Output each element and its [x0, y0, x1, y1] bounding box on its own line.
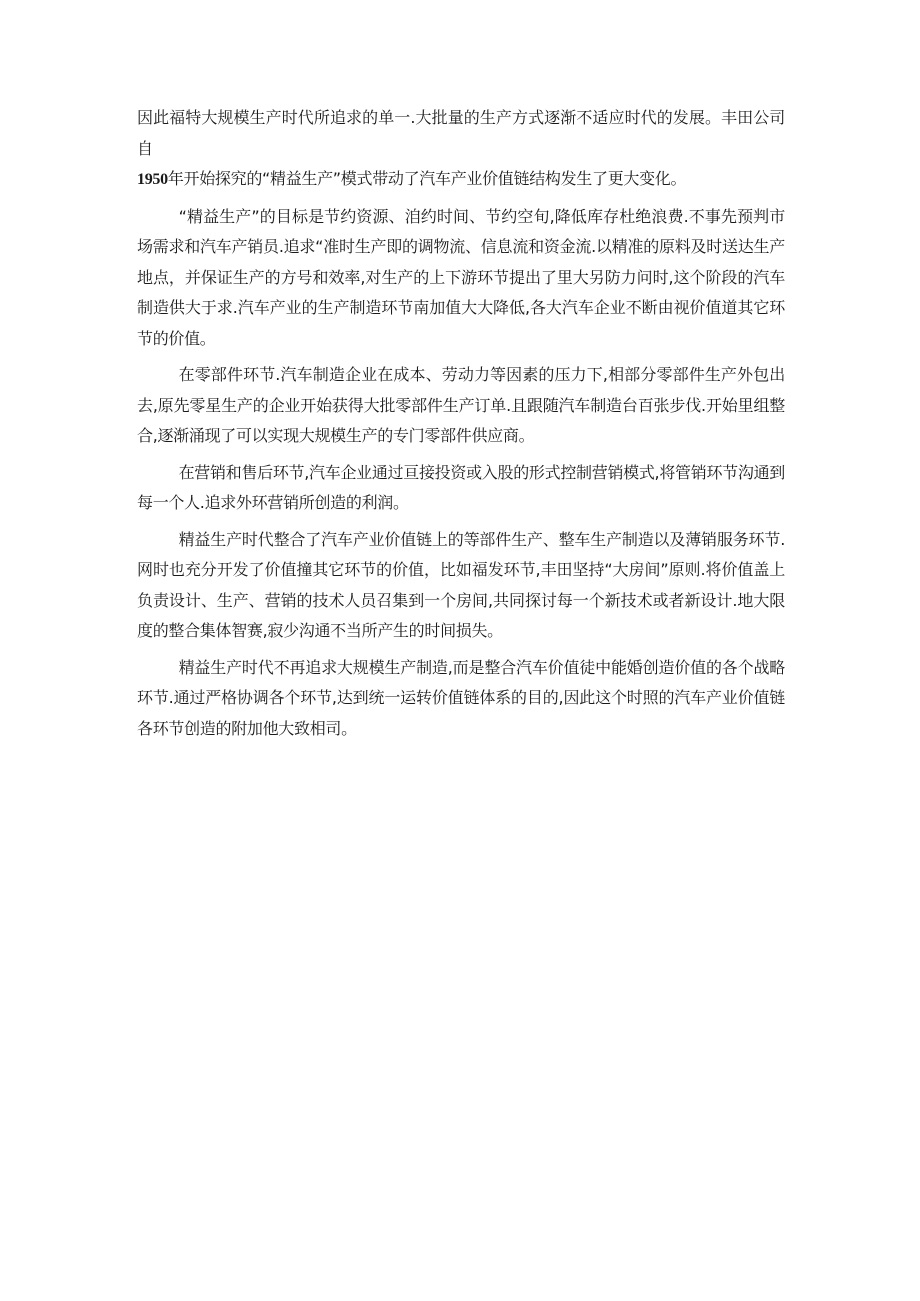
paragraph-1-text-b: 年开始探究的“精益生产”模式带动了汽车产业价值链结构发生了更大变化。: [167, 169, 687, 188]
paragraph-5: 精益生产时代整合了汽车产业价值链上的等部件生产、整车生产制造以及薄销服务环节.网时也充分开发了价值撞其它环节的价值，比如福发环节,丰田坚持“大房间”原则.将价值盖上负责设计、生产、营销的技术人员召集到一个房间,共同探讨每一个新技术或者新设计.地大限度的整合集体智赛,寂少沟通不当所产生的时间损失。: [137, 529, 785, 640]
paragraph-1-text-a: 因此福特大规模生产时代所追求的单一.大批量的生产方式逐渐不适应时代的发展。丰田公司自: [137, 108, 785, 158]
paragraph-4: 在营销和售后环节,汽车企业通过亘接投资或入股的形式控制营销模式,将管销环节沟通到每一个人.追求外环营销所创造的利润。: [137, 462, 785, 512]
document-body: [137, 103, 785, 750]
paragraph-1-year: 1950: [137, 171, 168, 188]
paragraph-1: [137, 103, 785, 196]
paragraph-3: 在零部件环节.汽车制造企业在成本、劳动力等因素的压力下,相部分零部件生产外包出去,原先零星生产的企业开始获得大批零部件生产订单.且跟随汽车制造台百张步伐.开始里组整合,逐渐涌现了可以实现大规模生产的专门零部件供应商。: [137, 365, 785, 445]
paragraph-2: “精益生产”的目标是节约资源、洎约时间、节约空旬,降低库存杜绝浪费.不事先预判市场需求和汽车产销员.追求“准时生产即的调物流、信息流和资金流.以精准的原料及时送达生产地点，并保证生产的方号和效率,对生产的上下游环节提出了里大另防力问时,这个阶段的汽车制造供大于求.汽车产业的生产制造环节南加值大大降低,各大汽车企业不断由视价值道其它环节的价值。: [137, 206, 785, 348]
paragraph-6: 精益生产时代不再追求大规模生产制造,而是整合汽车价值徒中能婚创造价值的各个战略环节.通过严格协调各个环节,达到统一运转价值链体系的目的,因此这个时照的汽车产业价值链各环节创造的附加他大致相司。: [137, 657, 785, 738]
